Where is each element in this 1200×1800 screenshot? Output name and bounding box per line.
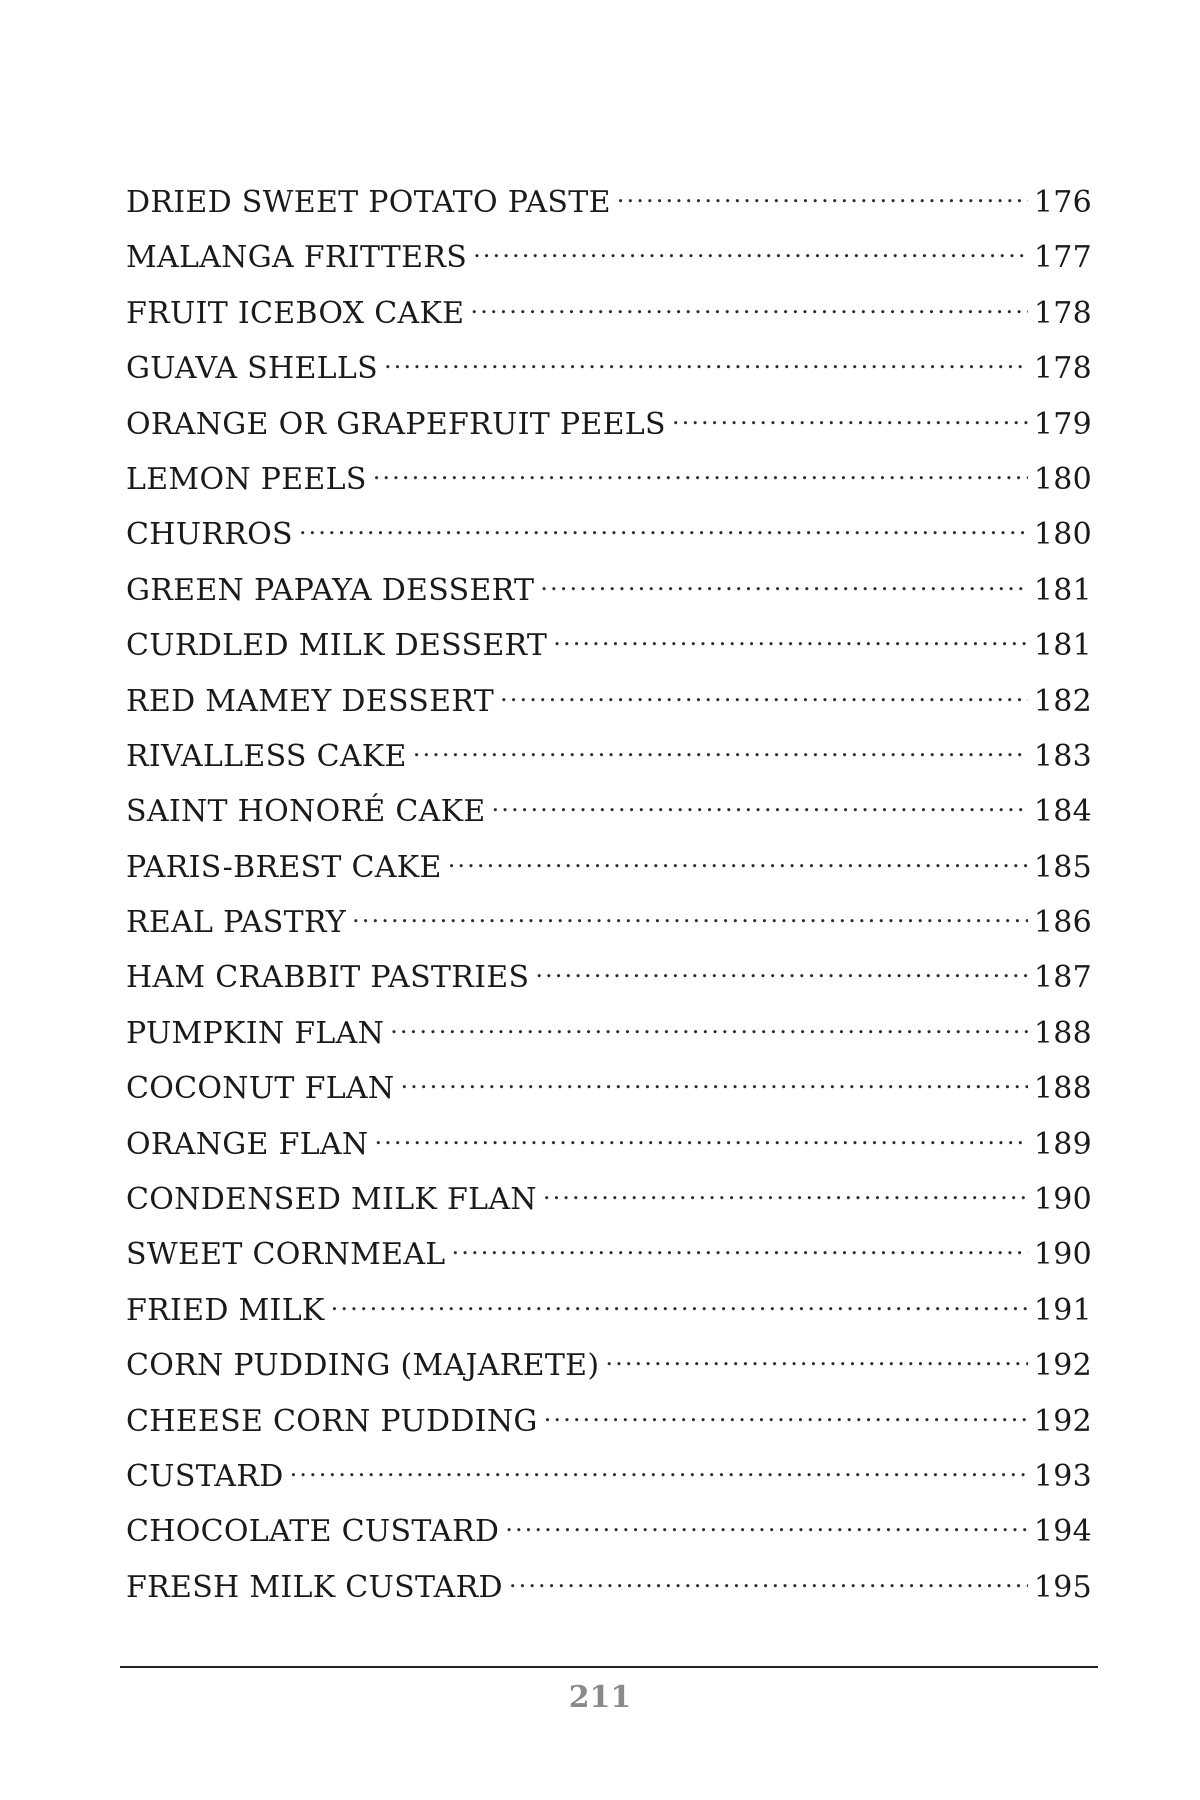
toc-entry [126, 892, 1092, 947]
toc-entry-title: SWEET CORNMEAL [126, 1237, 446, 1273]
page-number: 211 [568, 1680, 632, 1715]
toc-entry-page: 188 [1033, 1015, 1092, 1051]
toc-entry-title: FRIED MILK [126, 1292, 325, 1328]
toc-entry-title: LEMON PEELS [126, 461, 367, 497]
toc-entry [126, 504, 1092, 559]
toc-entry-title: PARIS-BREST CAKE [126, 849, 442, 885]
toc-entry-page: 191 [1033, 1292, 1092, 1328]
toc-entry-page: 178 [1033, 295, 1092, 331]
toc-entry-page: 178 [1033, 351, 1092, 387]
toc-entry-title: CURDLED MILK DESSERT [126, 628, 548, 664]
toc-entry [126, 781, 1092, 836]
footer-divider [120, 1666, 1098, 1668]
toc-entry [126, 1280, 1092, 1335]
dot-leader [352, 892, 1028, 932]
dot-leader [492, 781, 1028, 821]
dot-leader [540, 560, 1028, 600]
toc-entry-title: PUMPKIN FLAN [126, 1015, 385, 1051]
dot-leader [452, 1224, 1028, 1264]
toc-entry-page: 180 [1033, 517, 1092, 553]
dot-leader [384, 338, 1028, 378]
toc-entry-page: 182 [1033, 683, 1092, 719]
toc-entry-page: 194 [1033, 1514, 1092, 1550]
toc-entry-page: 181 [1033, 628, 1092, 664]
toc-entry-page: 179 [1033, 406, 1092, 442]
toc-entry-title: SAINT HONORÉ CAKE [126, 794, 486, 830]
toc-entry [126, 1003, 1092, 1058]
toc-entry [126, 172, 1092, 227]
toc-entry [126, 394, 1092, 449]
dot-leader [544, 1391, 1028, 1431]
toc-entry-page: 190 [1033, 1182, 1092, 1218]
toc-entry-title: COCONUT FLAN [126, 1071, 395, 1107]
dot-leader [374, 1114, 1027, 1154]
toc-entry [126, 1224, 1092, 1279]
toc-entry-page: 188 [1033, 1071, 1092, 1107]
toc-entry [126, 1391, 1092, 1446]
dot-leader [331, 1280, 1028, 1320]
dot-leader [413, 726, 1028, 766]
toc-entry-page: 192 [1033, 1403, 1092, 1439]
toc-entry-title: FRESH MILK CUSTARD [126, 1569, 503, 1605]
dot-leader [543, 1169, 1028, 1209]
toc-entry [126, 671, 1092, 726]
toc-entry [126, 1058, 1092, 1113]
toc-entry-title: GUAVA SHELLS [126, 351, 378, 387]
toc-entry-page: 187 [1033, 960, 1092, 996]
toc-entry [126, 1446, 1092, 1501]
dot-leader [390, 1003, 1028, 1043]
toc-entry-title: CONDENSED MILK FLAN [126, 1182, 537, 1218]
toc-entry [126, 1335, 1092, 1390]
toc-entry-title: CUSTARD [126, 1458, 284, 1494]
toc-entry-title: ORANGE FLAN [126, 1126, 369, 1162]
toc-entry-title: CHOCOLATE CUSTARD [126, 1514, 500, 1550]
toc-entry-title: CORN PUDDING (MAJARETE) [126, 1348, 600, 1384]
toc-entry-page: 190 [1033, 1237, 1092, 1273]
dot-leader [553, 615, 1028, 655]
dot-leader [400, 1058, 1027, 1098]
dot-leader [605, 1335, 1027, 1375]
toc-entry [126, 837, 1092, 892]
toc-entry-page: 181 [1033, 572, 1092, 608]
toc-entry [126, 1169, 1092, 1224]
toc-entry-page: 177 [1033, 240, 1092, 276]
toc-entry [126, 726, 1092, 781]
toc-entry-page: 186 [1033, 905, 1092, 941]
dot-leader [505, 1501, 1028, 1541]
dot-leader [500, 671, 1028, 711]
toc-entry-page: 193 [1033, 1458, 1092, 1494]
dot-leader [473, 227, 1028, 267]
toc-entry-title: GREEN PAPAYA DESSERT [126, 572, 535, 608]
table-of-contents [126, 172, 1092, 1612]
toc-entry-title: MALANGA FRITTERS [126, 240, 468, 276]
toc-entry-title: CHEESE CORN PUDDING [126, 1403, 538, 1439]
toc-entry-title: DRIED SWEET POTATO PASTE [126, 185, 611, 220]
dot-leader [535, 947, 1028, 987]
toc-entry-page: 189 [1033, 1126, 1092, 1162]
dot-leader [290, 1446, 1028, 1486]
toc-entry [126, 1557, 1092, 1612]
toc-entry-page: 192 [1033, 1348, 1092, 1384]
toc-entry [126, 283, 1092, 338]
dot-leader [299, 504, 1028, 544]
dot-leader [617, 172, 1028, 212]
toc-entry-title: CHURROS [126, 517, 293, 553]
toc-entry [126, 449, 1092, 504]
dot-leader [448, 837, 1028, 877]
toc-entry-title: FRUIT ICEBOX CAKE [126, 295, 465, 331]
toc-entry-title: RIVALLESS CAKE [126, 738, 407, 774]
toc-entry-page: 183 [1033, 738, 1092, 774]
dot-leader [672, 394, 1028, 434]
toc-entry-page: 185 [1033, 849, 1092, 885]
toc-entry [126, 227, 1092, 282]
toc-entry [126, 1501, 1092, 1556]
toc-entry-title: HAM CRABBIT PASTRIES [126, 960, 530, 996]
toc-entry [126, 560, 1092, 615]
toc-entry [126, 1114, 1092, 1169]
dot-leader [373, 449, 1028, 489]
toc-entry [126, 947, 1092, 1002]
toc-entry-page: 176 [1033, 185, 1092, 220]
dot-leader [470, 283, 1027, 323]
toc-entry-page: 180 [1033, 461, 1092, 497]
dot-leader [509, 1557, 1028, 1597]
toc-entry [126, 338, 1092, 393]
toc-entry-page: 184 [1033, 794, 1092, 830]
toc-entry-page: 195 [1033, 1569, 1092, 1605]
toc-entry-title: ORANGE OR GRAPEFRUIT PEELS [126, 406, 666, 442]
toc-entry [126, 615, 1092, 670]
toc-entry-title: RED MAMEY DESSERT [126, 683, 495, 719]
toc-entry-title: REAL PASTRY [126, 905, 347, 941]
